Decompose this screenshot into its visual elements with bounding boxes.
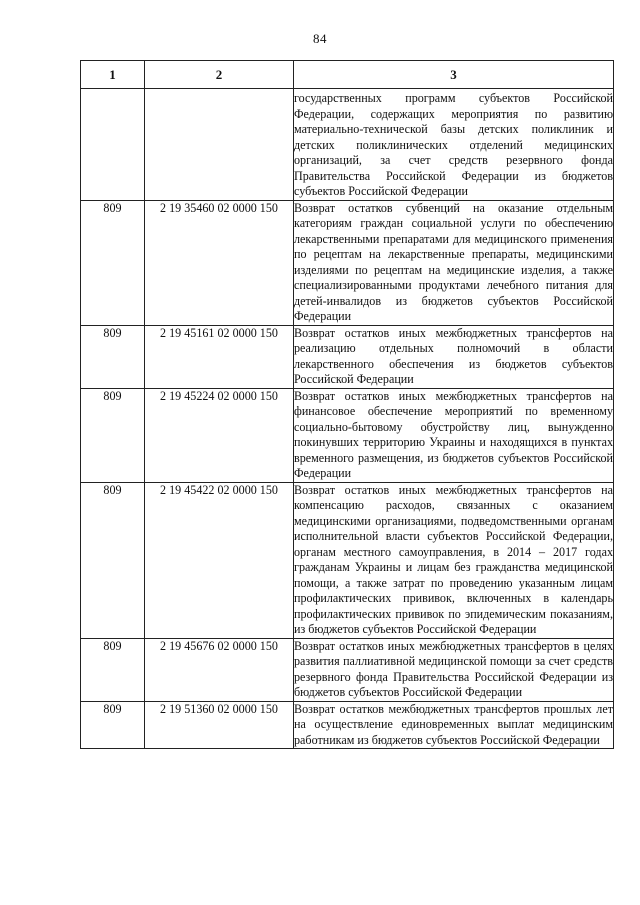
description-cell: Возврат остатков иных межбюджетных трансфертов на реализацию отдельных полномочий в области лекарственного обеспечения из бюджетов субъектов Российской Федерации [294, 325, 613, 386]
admin-code-cell: 809 [81, 482, 145, 638]
table-row [81, 89, 614, 201]
column-header-3: 3 [294, 61, 614, 89]
kbk-code-cell: 2 19 45224 02 0000 150 [145, 388, 294, 482]
table-header-row [81, 61, 614, 89]
description-cell: Возврат остатков субвенций на оказание отдельным категориям граждан социальной услуги по обеспечению лекарственными препаратами для медицинского применения по рецептам на лекарственные препараты, медицинскими изделиями по рецептам на медицинские изделия, а также специализированными продуктами лечебного питания для детей-инвалидов из бюджетов субъектов Российской Федерации [294, 200, 613, 323]
admin-code-cell: 809 [81, 325, 145, 388]
admin-code-cell: 809 [81, 388, 145, 482]
kbk-code-cell: 2 19 45161 02 0000 150 [145, 325, 294, 388]
kbk-code-cell: 2 19 45676 02 0000 150 [145, 638, 294, 701]
description-cell: Возврат остатков иных межбюджетных трансфертов в целях развития паллиативной медицинской помощи за счет средств резервного фонда Правительства Российской Федерации из бюджетов субъектов Российской Федерации [294, 638, 613, 699]
table-row [81, 325, 614, 388]
table-row [81, 388, 614, 482]
table-row [81, 638, 614, 701]
admin-code-cell: 809 [81, 200, 145, 325]
budget-codes-table [80, 60, 614, 749]
description-cell: Возврат остатков иных межбюджетных трансфертов на финансовое обеспечение мероприятий по временному социально-бытовому обустройству лиц, вынужденно покинувших территорию Украины и находящихся в пунктах временного размещения, из бюджетов субъектов Российской Федерации [294, 388, 613, 480]
table-row [81, 482, 614, 638]
table-row [81, 200, 614, 325]
kbk-code-cell: 2 19 45422 02 0000 150 [145, 482, 294, 638]
kbk-code-cell [145, 89, 294, 201]
kbk-code-cell: 2 19 51360 02 0000 150 [145, 701, 294, 749]
page-number: 84 [313, 31, 327, 46]
description-cell: Возврат остатков иных межбюджетных трансфертов на компенсацию расходов, связанных с оказанием медицинскими организациями, подведомственными органам исполнительной власти субъектов Российской Федерации, органам местного самоуправления, в 2014 – 2017 годах гражданам Украины и лицам без гражданства медицинской помощи, а также затрат по проведению указанным лицам профилактических прививок, включенных в календарь профилактических прививок по эпидемическим показаниям, из бюджетов субъектов Российской Федерации [294, 482, 613, 636]
admin-code-cell: 809 [81, 701, 145, 749]
description-cell: государственных программ субъектов Российской Федерации, содержащих мероприятия по развитию материально-технической базы детских поликлиник и детских поликлинических отделений медицинских организаций, за счет средств резервного фонда Правительства Российской Федерации из бюджетов субъектов Российской Федерации [294, 89, 614, 201]
column-header-2: 2 [145, 61, 294, 89]
admin-code-cell: 809 [81, 638, 145, 701]
admin-code-cell [81, 89, 145, 201]
kbk-code-cell: 2 19 35460 02 0000 150 [145, 200, 294, 325]
column-header-1: 1 [81, 61, 145, 89]
table-row [81, 701, 614, 749]
description-cell: Возврат остатков межбюджетных трансфертов прошлых лет на осуществление единовременных выплат медицинским работникам из бюджетов субъектов Российской Федерации [294, 701, 613, 747]
